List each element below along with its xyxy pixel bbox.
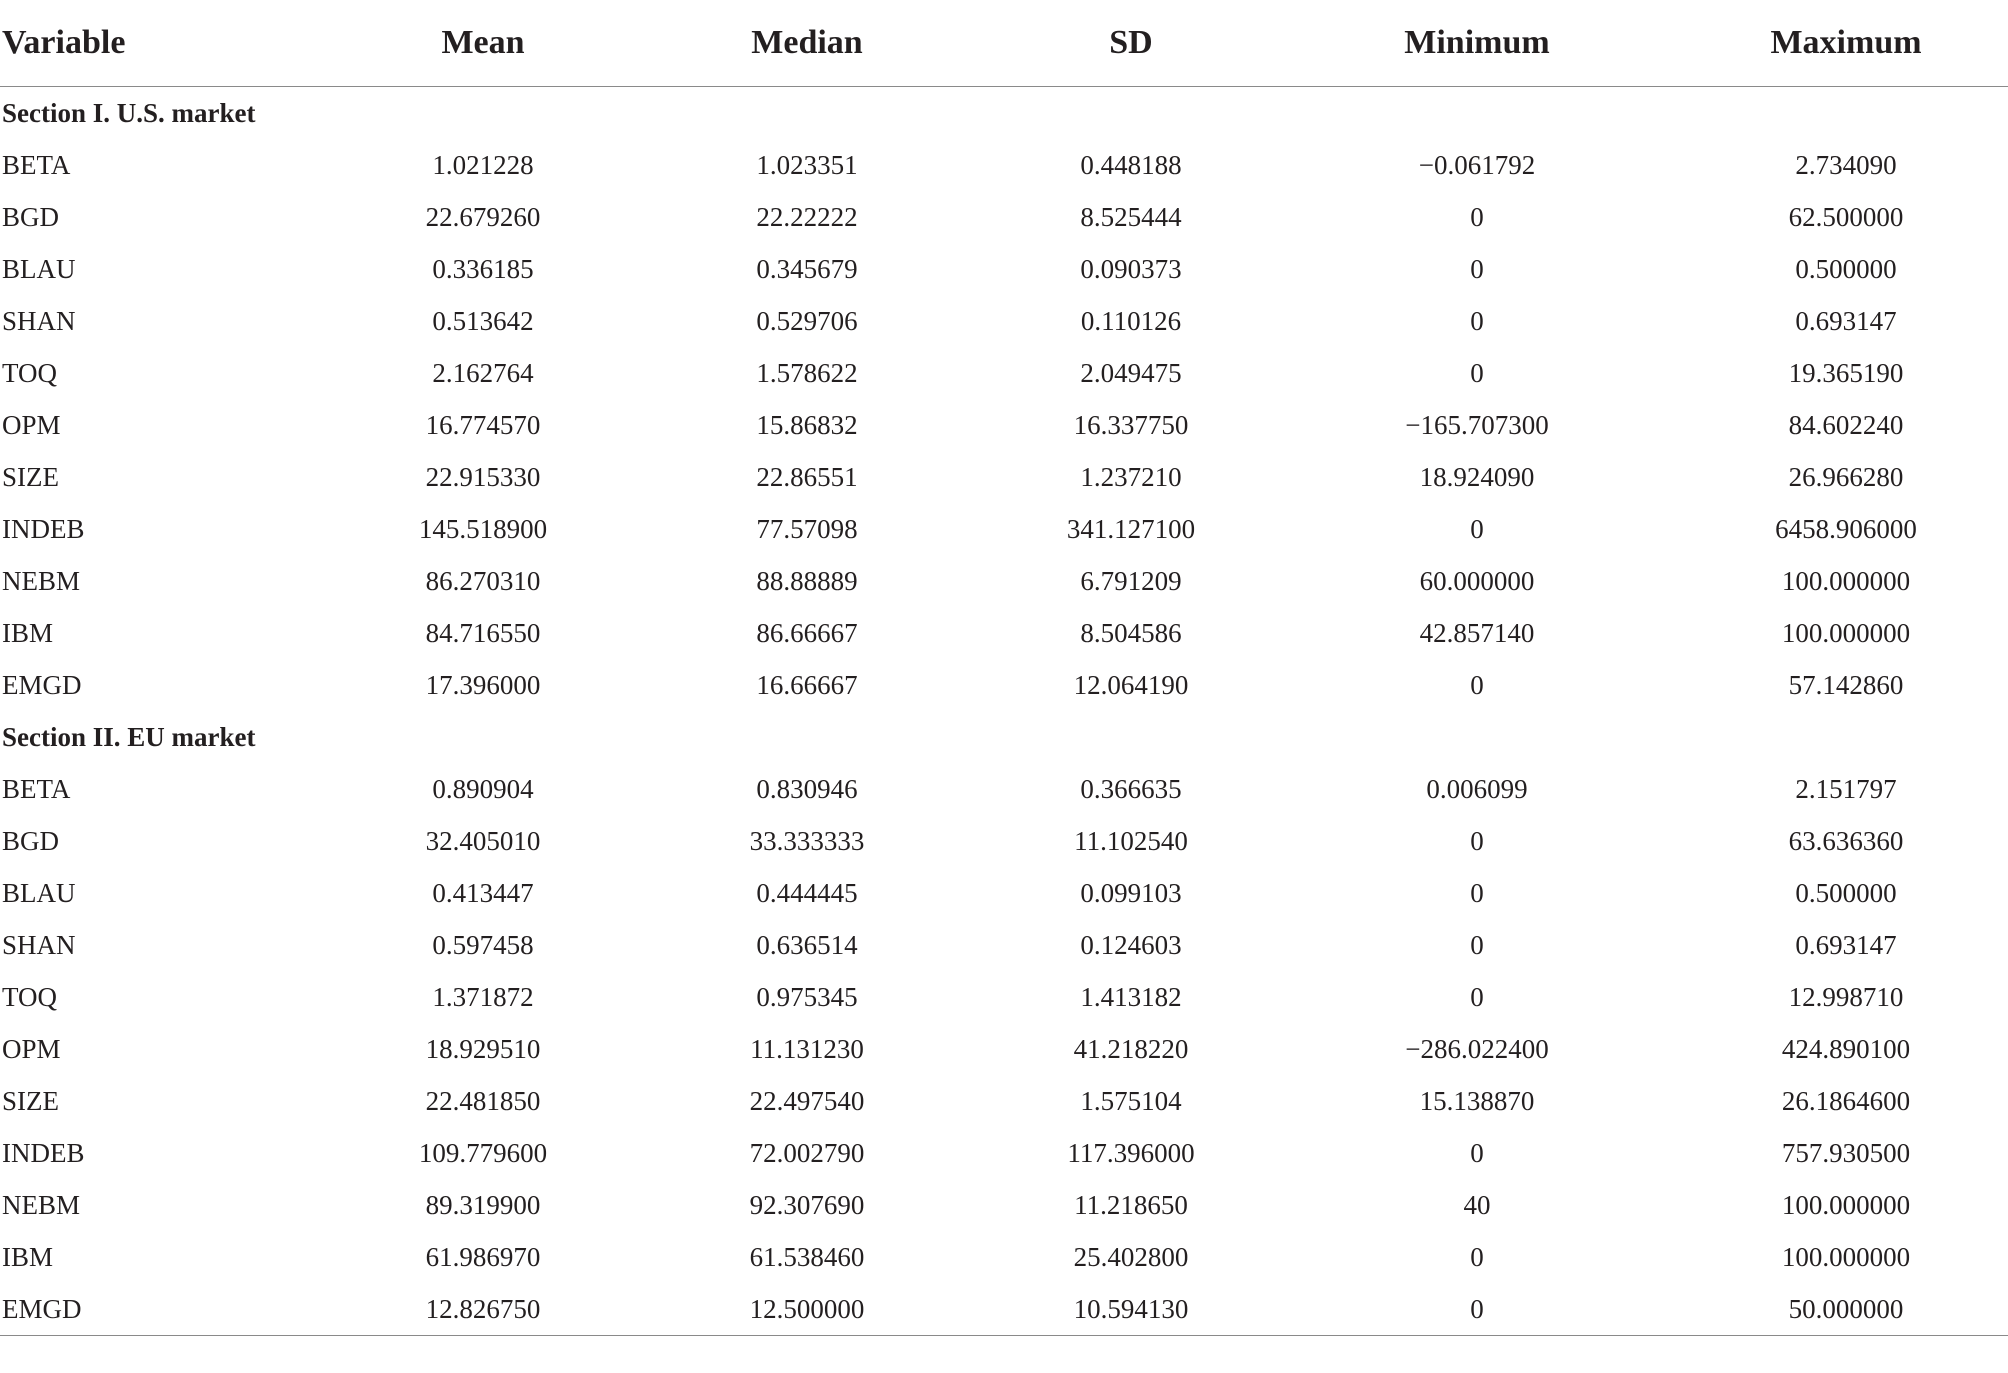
cell-mean: 1.371872	[432, 981, 534, 1012]
cell-median: 33.333333	[749, 825, 865, 856]
cell-mean: 32.405010	[425, 825, 541, 856]
cell-maximum: 100.000000	[1781, 1189, 1911, 1220]
column-header-variable: Variable	[0, 0, 344, 87]
cell-minimum: 0	[1470, 929, 1484, 960]
cell-variable: NEBM	[2, 565, 81, 596]
cell-median: 0.830946	[756, 773, 858, 804]
cell-maximum: 2.151797	[1795, 773, 1897, 804]
column-header-mean: Mean	[344, 0, 622, 87]
column-header-minimum: Minimum	[1270, 0, 1684, 87]
table-row	[0, 607, 2008, 659]
cell-maximum: 26.966280	[1788, 461, 1904, 492]
table-row	[0, 1231, 2008, 1283]
cell-minimum: 0	[1470, 1241, 1484, 1272]
cell-sd: 0.110126	[1080, 305, 1182, 336]
cell-maximum: 0.693147	[1795, 305, 1897, 336]
cell-sd: 0.448188	[1080, 149, 1182, 180]
cell-mean: 22.915330	[425, 461, 541, 492]
cell-maximum: 6458.906000	[1775, 513, 1917, 544]
cell-median: 72.002790	[749, 1137, 865, 1168]
table-row	[0, 451, 2008, 503]
cell-minimum: 0	[1470, 513, 1484, 544]
table-row	[0, 1075, 2008, 1127]
table-row	[0, 659, 2008, 711]
cell-sd: 25.402800	[1073, 1241, 1189, 1272]
cell-minimum: −0.061792	[1418, 149, 1536, 180]
cell-maximum: 50.000000	[1684, 1283, 2008, 1336]
cell-minimum: 0	[1470, 305, 1484, 336]
cell-variable: OPM	[2, 1033, 61, 1064]
cell-mean: 84.716550	[425, 617, 541, 648]
cell-variable: IBM	[2, 1241, 54, 1272]
cell-minimum: 0	[1470, 253, 1484, 284]
cell-median: 15.86832	[756, 409, 858, 440]
table-row	[0, 191, 2008, 243]
cell-variable: SIZE	[2, 461, 59, 492]
cell-minimum: 18.924090	[1419, 461, 1535, 492]
cell-maximum: 100.000000	[1781, 1241, 1911, 1272]
cell-median: 22.22222	[756, 201, 858, 232]
cell-minimum: 0	[1470, 1137, 1484, 1168]
cell-median: 0.444445	[756, 877, 858, 908]
cell-sd: 0.099103	[1080, 877, 1182, 908]
cell-sd: 8.525444	[1080, 201, 1182, 232]
cell-mean: 16.774570	[425, 409, 541, 440]
section-title: Section II. EU market	[2, 721, 256, 752]
cell-sd: 2.049475	[1080, 357, 1182, 388]
cell-median: 16.66667	[756, 669, 858, 700]
cell-sd: 11.218650	[1074, 1189, 1188, 1220]
cell-mean: 12.826750	[344, 1283, 622, 1336]
cell-minimum: 0	[1470, 877, 1484, 908]
header-row	[0, 0, 2008, 87]
cell-maximum: 12.998710	[1788, 981, 1904, 1012]
cell-sd: 1.413182	[1080, 981, 1182, 1012]
cell-sd: 0.366635	[1080, 773, 1182, 804]
column-header-maximum: Maximum	[1684, 0, 2008, 87]
cell-median: 92.307690	[749, 1189, 865, 1220]
cell-sd: 1.575104	[1080, 1085, 1182, 1116]
cell-median: 77.57098	[756, 513, 858, 544]
cell-variable: SHAN	[2, 305, 76, 336]
cell-mean: 86.270310	[425, 565, 541, 596]
cell-mean: 145.518900	[418, 513, 548, 544]
cell-maximum: 84.602240	[1788, 409, 1904, 440]
cell-median: 1.578622	[756, 357, 858, 388]
cell-minimum: 15.138870	[1419, 1085, 1535, 1116]
table-row	[0, 763, 2008, 815]
section-heading-row	[0, 711, 2008, 763]
table-row	[0, 919, 2008, 971]
cell-mean: 61.986970	[425, 1241, 541, 1272]
cell-maximum: 424.890100	[1781, 1033, 1911, 1064]
cell-variable: INDEB	[2, 513, 85, 544]
cell-mean: 0.336185	[432, 253, 534, 284]
cell-minimum: 0	[1470, 825, 1484, 856]
cell-variable: SIZE	[2, 1085, 59, 1116]
cell-minimum: −286.022400	[1405, 1033, 1549, 1064]
cell-variable: BLAU	[2, 253, 76, 284]
cell-mean: 17.396000	[425, 669, 541, 700]
cell-mean: 0.413447	[432, 877, 534, 908]
table-row	[0, 243, 2008, 295]
cell-sd: 41.218220	[1073, 1033, 1189, 1064]
cell-sd: 10.594130	[992, 1283, 1270, 1336]
cell-median: 0.345679	[756, 253, 858, 284]
cell-median: 0.529706	[756, 305, 858, 336]
cell-sd: 341.127100	[1066, 513, 1196, 544]
cell-mean: 109.779600	[418, 1137, 548, 1168]
cell-sd: 16.337750	[1073, 409, 1189, 440]
table-row	[0, 139, 2008, 191]
section-title: Section I. U.S. market	[2, 97, 256, 128]
column-header-median: Median	[622, 0, 992, 87]
table-row	[0, 295, 2008, 347]
cell-variable: EMGD	[2, 669, 82, 700]
cell-sd: 8.504586	[1080, 617, 1182, 648]
cell-variable: BLAU	[2, 877, 76, 908]
table-row	[0, 1283, 2008, 1336]
cell-variable: NEBM	[2, 1189, 81, 1220]
cell-mean: 0.513642	[432, 305, 534, 336]
cell-median: 1.023351	[756, 149, 858, 180]
table-row	[0, 503, 2008, 555]
cell-variable: OPM	[2, 409, 61, 440]
table-header	[0, 0, 2008, 87]
cell-minimum: 0	[1470, 669, 1484, 700]
cell-maximum: 0.500000	[1795, 877, 1897, 908]
cell-maximum: 100.000000	[1781, 617, 1911, 648]
cell-variable: INDEB	[2, 1137, 85, 1168]
cell-minimum: 42.857140	[1419, 617, 1535, 648]
cell-sd: 6.791209	[1080, 565, 1182, 596]
cell-median: 86.66667	[756, 617, 858, 648]
cell-median: 61.538460	[749, 1241, 865, 1272]
cell-sd: 12.064190	[1073, 669, 1189, 700]
cell-variable: BGD	[2, 201, 60, 232]
table-row	[0, 399, 2008, 451]
table-row	[0, 1023, 2008, 1075]
cell-minimum: 0	[1270, 1283, 1684, 1336]
cell-sd: 11.102540	[1074, 825, 1188, 856]
cell-variable: BETA	[2, 773, 71, 804]
cell-median: 0.975345	[756, 981, 858, 1012]
cell-variable: BETA	[2, 149, 71, 180]
cell-sd: 0.090373	[1080, 253, 1182, 284]
column-header-sd: SD	[992, 0, 1270, 87]
cell-mean: 22.679260	[425, 201, 541, 232]
cell-maximum: 0.693147	[1795, 929, 1897, 960]
cell-mean: 89.319900	[425, 1189, 541, 1220]
cell-variable: SHAN	[2, 929, 76, 960]
cell-median: 0.636514	[756, 929, 858, 960]
table-row	[0, 971, 2008, 1023]
table-row	[0, 815, 2008, 867]
cell-sd: 0.124603	[1080, 929, 1182, 960]
cell-mean: 18.929510	[425, 1033, 541, 1064]
cell-minimum: 0	[1470, 201, 1484, 232]
cell-minimum: −165.707300	[1405, 409, 1549, 440]
cell-minimum: 60.000000	[1419, 565, 1535, 596]
table-row	[0, 347, 2008, 399]
cell-maximum: 62.500000	[1788, 201, 1904, 232]
section-heading-row	[0, 87, 2008, 140]
cell-mean: 2.162764	[432, 357, 534, 388]
table-body	[0, 87, 2008, 1336]
table-row	[0, 1179, 2008, 1231]
cell-maximum: 0.500000	[1795, 253, 1897, 284]
cell-median: 11.131230	[750, 1033, 864, 1064]
cell-maximum: 63.636360	[1788, 825, 1904, 856]
cell-variable: EMGD	[0, 1283, 344, 1336]
cell-mean: 0.890904	[432, 773, 534, 804]
cell-sd: 117.396000	[1067, 1137, 1195, 1168]
cell-maximum: 757.930500	[1781, 1137, 1911, 1168]
cell-maximum: 100.000000	[1781, 565, 1911, 596]
cell-mean: 0.597458	[432, 929, 534, 960]
cell-minimum: 0	[1470, 981, 1484, 1012]
table-row	[0, 867, 2008, 919]
cell-median: 22.86551	[756, 461, 858, 492]
cell-variable: TOQ	[2, 357, 58, 388]
cell-maximum: 57.142860	[1788, 669, 1904, 700]
table-row	[0, 555, 2008, 607]
cell-variable: BGD	[2, 825, 60, 856]
cell-mean: 1.021228	[432, 149, 534, 180]
cell-maximum: 19.365190	[1788, 357, 1904, 388]
table-row	[0, 1127, 2008, 1179]
cell-median: 12.500000	[622, 1283, 992, 1336]
cell-maximum: 2.734090	[1795, 149, 1897, 180]
cell-minimum: 0	[1470, 357, 1484, 388]
cell-mean: 22.481850	[425, 1085, 541, 1116]
cell-sd: 1.237210	[1080, 461, 1182, 492]
cell-minimum: 40	[1463, 1189, 1491, 1220]
cell-minimum: 0.006099	[1426, 773, 1528, 804]
cell-maximum: 26.1864600	[1781, 1085, 1911, 1116]
cell-variable: IBM	[2, 617, 54, 648]
cell-median: 22.497540	[749, 1085, 865, 1116]
cell-variable: TOQ	[2, 981, 58, 1012]
cell-median: 88.88889	[756, 565, 858, 596]
